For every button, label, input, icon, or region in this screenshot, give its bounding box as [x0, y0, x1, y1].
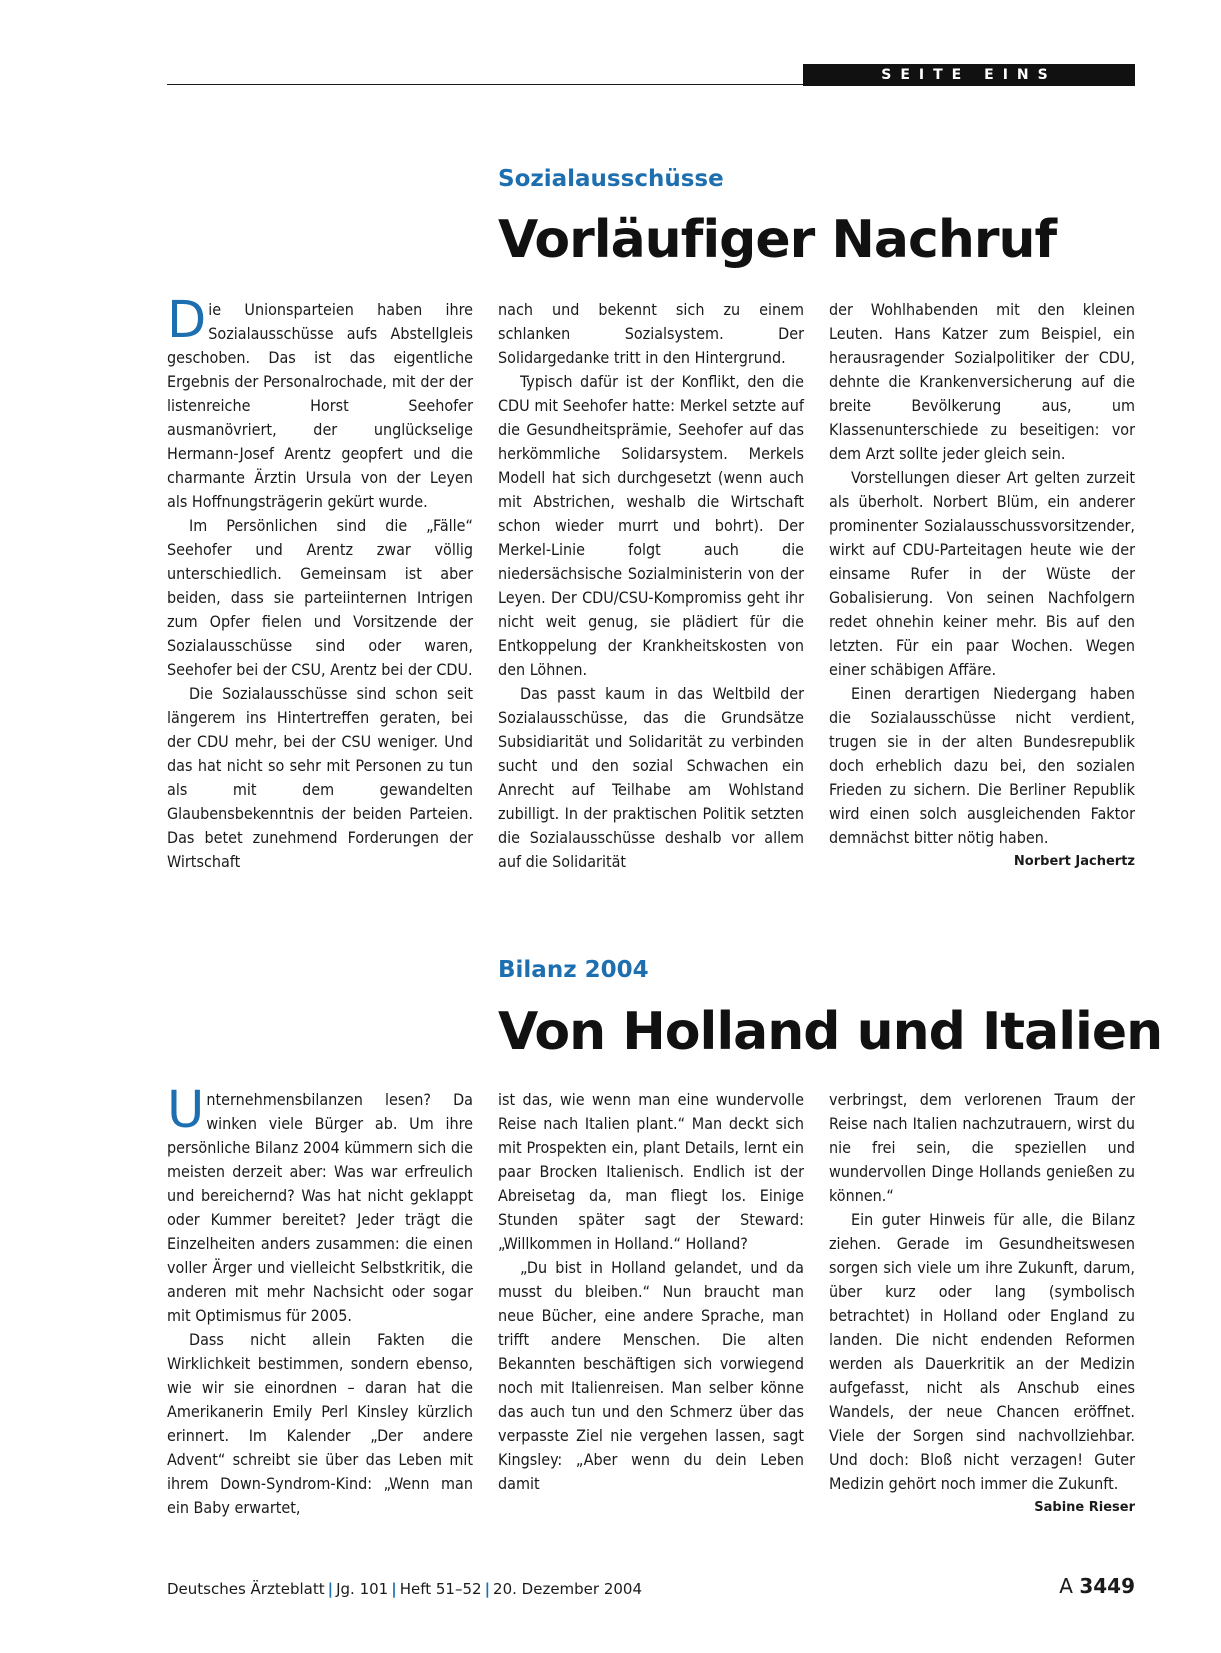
article1-paragraph: nach und bekennt sich zu einem schlanken Sozialsystem. Der Solidargedanke tritt in den Hintergrund.	[498, 300, 804, 367]
article1-column-2	[498, 298, 804, 874]
article2-column-2	[498, 1088, 804, 1496]
article1-paragraph: Einen derartigen Niedergang haben die Sozialausschüsse nicht verdient, trugen sie in der alten Bundesrepublik doch erheblich dazu bei, den sozialen Frieden zu sichern. Die Berliner Republik wird einen solch ausgleichenden Faktor demnächst bitter nötig haben. Norbert Jachertz	[829, 682, 1135, 850]
article1-column-3	[829, 298, 1135, 874]
article1-headline: Vorläufiger Nachruf	[498, 210, 1057, 270]
article1-kicker: Sozialausschüsse	[498, 166, 724, 192]
section-label: SEITE EINS	[803, 64, 1135, 86]
article1-paragraph: Im Persönlichen sind die „Fälle“ Seehofer und Arentz zwar völlig unterschiedlich. Gemeinsam ist aber beiden, dass sie parteiinternen Intrigen zum Opfer fielen und Vorsitzende der Sozialausschüsse sind oder waren, Seehofer bei der CSU, Arentz bei der CDU.	[167, 516, 473, 679]
article2-dropcap: U	[167, 1081, 205, 1140]
journal-date: 20. Dezember 2004	[493, 1580, 643, 1598]
article1-paragraph: Typisch dafür ist der Konflikt, den die CDU mit Seehofer hatte: Merkel setzte auf die Gesundheitsprämie, Seehofer auf das herkömmliche Solidarsystem. Merkels Modell hat sich durchgesetzt (wenn auch mit Abstrichen, weshalb die Wirtschaft schon wieder murrt und bohrt). Der Merkel-Linie folgt auch die niedersächsische Sozialministerin von der Leyen. Der CDU/CSU-Kompromiss geht ihr nicht weit genug, sie plädiert für die Entkoppelung der Krankheitskosten von den Löhnen.	[498, 372, 804, 679]
article2-paragraph: Ein guter Hinweis für alle, die Bilanz ziehen. Gerade im Gesundheitswesen sorgen sich viele um ihre Zukunft, darum, über kurz oder lang (symbolisch betrachtet) in Holland oder England zu landen. Die nicht endenden Reformen werden als Dauerkritik an der Medizin aufgefasst, nicht als Anschub eines Wandels, der neue Chancen eröffnet. Viele der Sorgen sind nachvollziehbar. Und doch: Bloß nicht verzagen! Guter Medizin gehört noch immer die Zukunft. Sabine Rieser	[829, 1208, 1135, 1496]
article1-column-1	[167, 291, 473, 874]
article2-paragraph: ist das, wie wenn man eine wundervolle Reise nach Italien plant.“ Man deckt sich mit Prospekten ein, plant Details, lernt ein paar Brocken Italienisch. Endlich ist der Abreisetag da, man fliegt los. Einige Stunden später sagt der Steward: „Willkommen in Holland.“ Holland?	[498, 1090, 804, 1253]
article1-paragraph: Die Unionsparteien haben ihre Sozialausschüsse aufs Abstellgleis geschoben. Das ist das eigentliche Ergebnis der Personalrochade, mit der der listenreiche Horst Seehofer ausmanövriert, der unglückselige Hermann-Josef Arentz geopfert und die charmante Ärztin Ursula von der Leyen als Hoffnungsträgerin gekürt wurde.	[167, 291, 473, 511]
article2-headline: Von Holland und Italien	[498, 1002, 1163, 1062]
article1-paragraph: der Wohlhabenden mit den kleinen Leuten. Hans Katzer zum Beispiel, ein herausragender Sozialpolitiker der CDU, dehnte die Krankenversicherung auf die breite Bevölkerung aus, um Klassenunterschiede zu beseitigen: vor dem Arzt sollte jeder gleich sein.	[829, 300, 1135, 463]
article2-author: Sabine Rieser	[1034, 1500, 1135, 1515]
article2-paragraph: „Du bist in Holland gelandet, und da musst du bleiben.“ Nun braucht man neue Bücher, eine andere Sprache, man trifft andere Menschen. Die alten Bekannten beschäftigen sich vorwiegend noch mit Italienreisen. Man selber könne das auch tun und den Schmerz über das verpasste Ziel nie vergehen lassen, sagt Kingsley: „Aber wenn du dein Leben damit	[498, 1258, 804, 1493]
article1-paragraph: Die Sozialausschüsse sind schon seit längerem ins Hintertreffen geraten, bei der CDU mehr, bei der CSU weniger. Und das hat nicht so sehr mit Personen zu tun als mit dem gewandelten Glaubensbekenntnis der beiden Parteien. Das betet zunehmend Forderungen der Wirtschaft	[167, 684, 473, 871]
journal-issue: Heft 51–52	[399, 1580, 482, 1598]
article1-paragraph: Vorstellungen dieser Art gelten zurzeit als überholt. Norbert Blüm, ein anderer prominenter Sozialausschussvorsitzender, wirkt auf CDU-Parteitagen heute wie der einsame Rufer in der Wüste der Gobalisierung. Von seinen Nachfolgern redet ohnehin keiner mehr. Bis auf den letzten. Für ein paar Wochen. Wegen einer schäbigen Affäre.	[829, 468, 1135, 679]
article2-column-1	[167, 1081, 473, 1520]
article2-column-3	[829, 1088, 1135, 1520]
article1-author: Norbert Jachertz	[1013, 854, 1135, 869]
journal-name: Deutsches Ärzteblatt	[167, 1580, 325, 1598]
article2-paragraph: Dass nicht allein Fakten die Wirklichkeit bestimmen, sondern ebenso, wie wir sie einordnen – daran hat die Amerikanerin Emily Perl Kinsley kürzlich erinnert. Im Kalender „Der andere Advent“ schreibt sie über das Leben mit ihrem Down-Syndrom-Kind: „Wenn man ein Baby erwartet,	[167, 1330, 473, 1517]
footer: Deutsches Ärzteblatt | Jg. 101 | Heft 51–52 | 20. Dezember 2004	[167, 1580, 643, 1598]
article2-paragraph: Unternehmensbilanzen lesen? Da winken viele Bürger ab. Um ihre persönliche Bilanz 2004 kümmern sich die meisten derzeit aber: Was war erfreulich und bereichernd? Was hat nicht geklappt oder Kummer bereitet? Jeder trägt die Einzelheiten anders zusammen: die einen voller Ärger und vielleicht Selbstkritik, die anderen mit mehr Nachsicht oder sogar mit Optimismus für 2005.	[167, 1081, 473, 1325]
article2-kicker: Bilanz 2004	[498, 957, 649, 983]
article1-dropcap: D	[167, 291, 207, 350]
article2-paragraph: verbringst, dem verlorenen Traum der Reise nach Italien nachzutrauern, wirst du nie frei sein, die speziellen und wundervollen Dinge Hollands genießen zu können.“	[829, 1090, 1135, 1205]
article1-paragraph: Das passt kaum in das Weltbild der Sozialausschüsse, das die Grundsätze Subsidiarität und Solidarität zu verbinden sucht und den sozial Schwachen ein Anrecht auf Teilhabe am Wohlstand zubilligt. In der praktischen Politik setzten die Sozialausschüsse deshalb vor allem auf die Solidarität	[498, 684, 804, 871]
page-number: A 3449	[1059, 1574, 1135, 1598]
journal-volume: Jg. 101	[336, 1580, 389, 1598]
